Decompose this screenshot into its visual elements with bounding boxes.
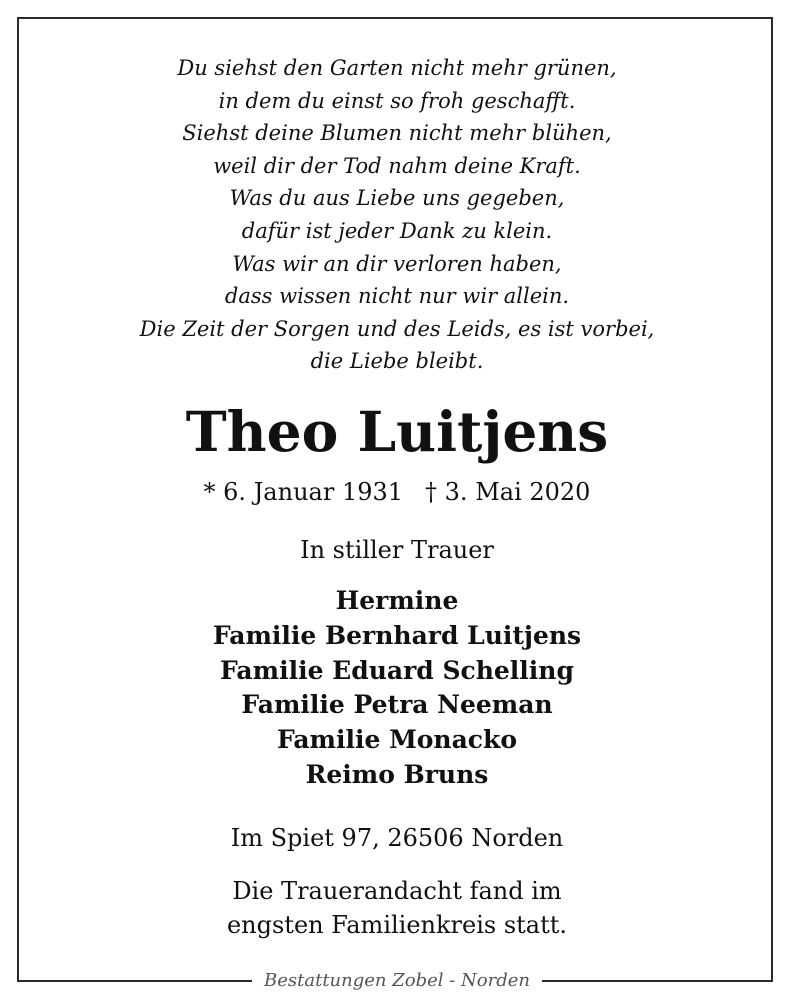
funeral-home-credit: Bestattungen Zobel - Norden: [252, 969, 542, 993]
poem-line: Was wir an dir verloren haben,: [232, 251, 562, 276]
poem-line: Die Zeit der Sorgen und des Leids, es ist vorbei,: [139, 316, 655, 341]
notice-line: engsten Familienkreis statt.: [226, 911, 568, 939]
mourner-name: Familie Eduard Schelling: [220, 655, 574, 685]
poem-line: Was du aus Liebe uns gegeben,: [229, 186, 565, 211]
deceased-name: Theo Luitjens: [185, 399, 609, 464]
notice-line: Die Trauerandacht fand im: [232, 877, 562, 905]
poem-line: in dem du einst so froh geschafft.: [218, 88, 576, 113]
mourning-intro: In stiller Trauer: [300, 536, 494, 564]
poem-line: Siehst deine Blumen nicht mehr blühen,: [182, 121, 612, 146]
death-date: † 3. Mai 2020: [425, 478, 591, 506]
mourner-name: Familie Petra Neeman: [241, 690, 553, 720]
poem-line: Du siehst den Garten nicht mehr grünen,: [177, 56, 617, 80]
poem-line: dafür ist jeder Dank zu klein.: [241, 218, 553, 243]
service-notice: [0, 874, 794, 942]
mourner-name: Familie Monacko: [276, 725, 518, 755]
poem-line: die Liebe bleibt.: [310, 349, 484, 374]
poem-line: dass wissen nicht nur wir allein.: [224, 284, 570, 309]
mourner-name: Hermine: [335, 586, 459, 615]
poem-line: weil dir der Tod nahm deine Kraft.: [213, 153, 581, 178]
mourner-name: Reimo Bruns: [305, 759, 489, 789]
memorial-poem: [0, 52, 794, 378]
life-dates: [0, 474, 794, 510]
birth-date: * 6. Januar 1931: [203, 478, 404, 506]
mourner-name: Familie Bernhard Luitjens: [212, 620, 582, 650]
family-address: Im Spiet 97, 26506 Norden: [230, 824, 564, 852]
mourners-list: [0, 584, 794, 793]
